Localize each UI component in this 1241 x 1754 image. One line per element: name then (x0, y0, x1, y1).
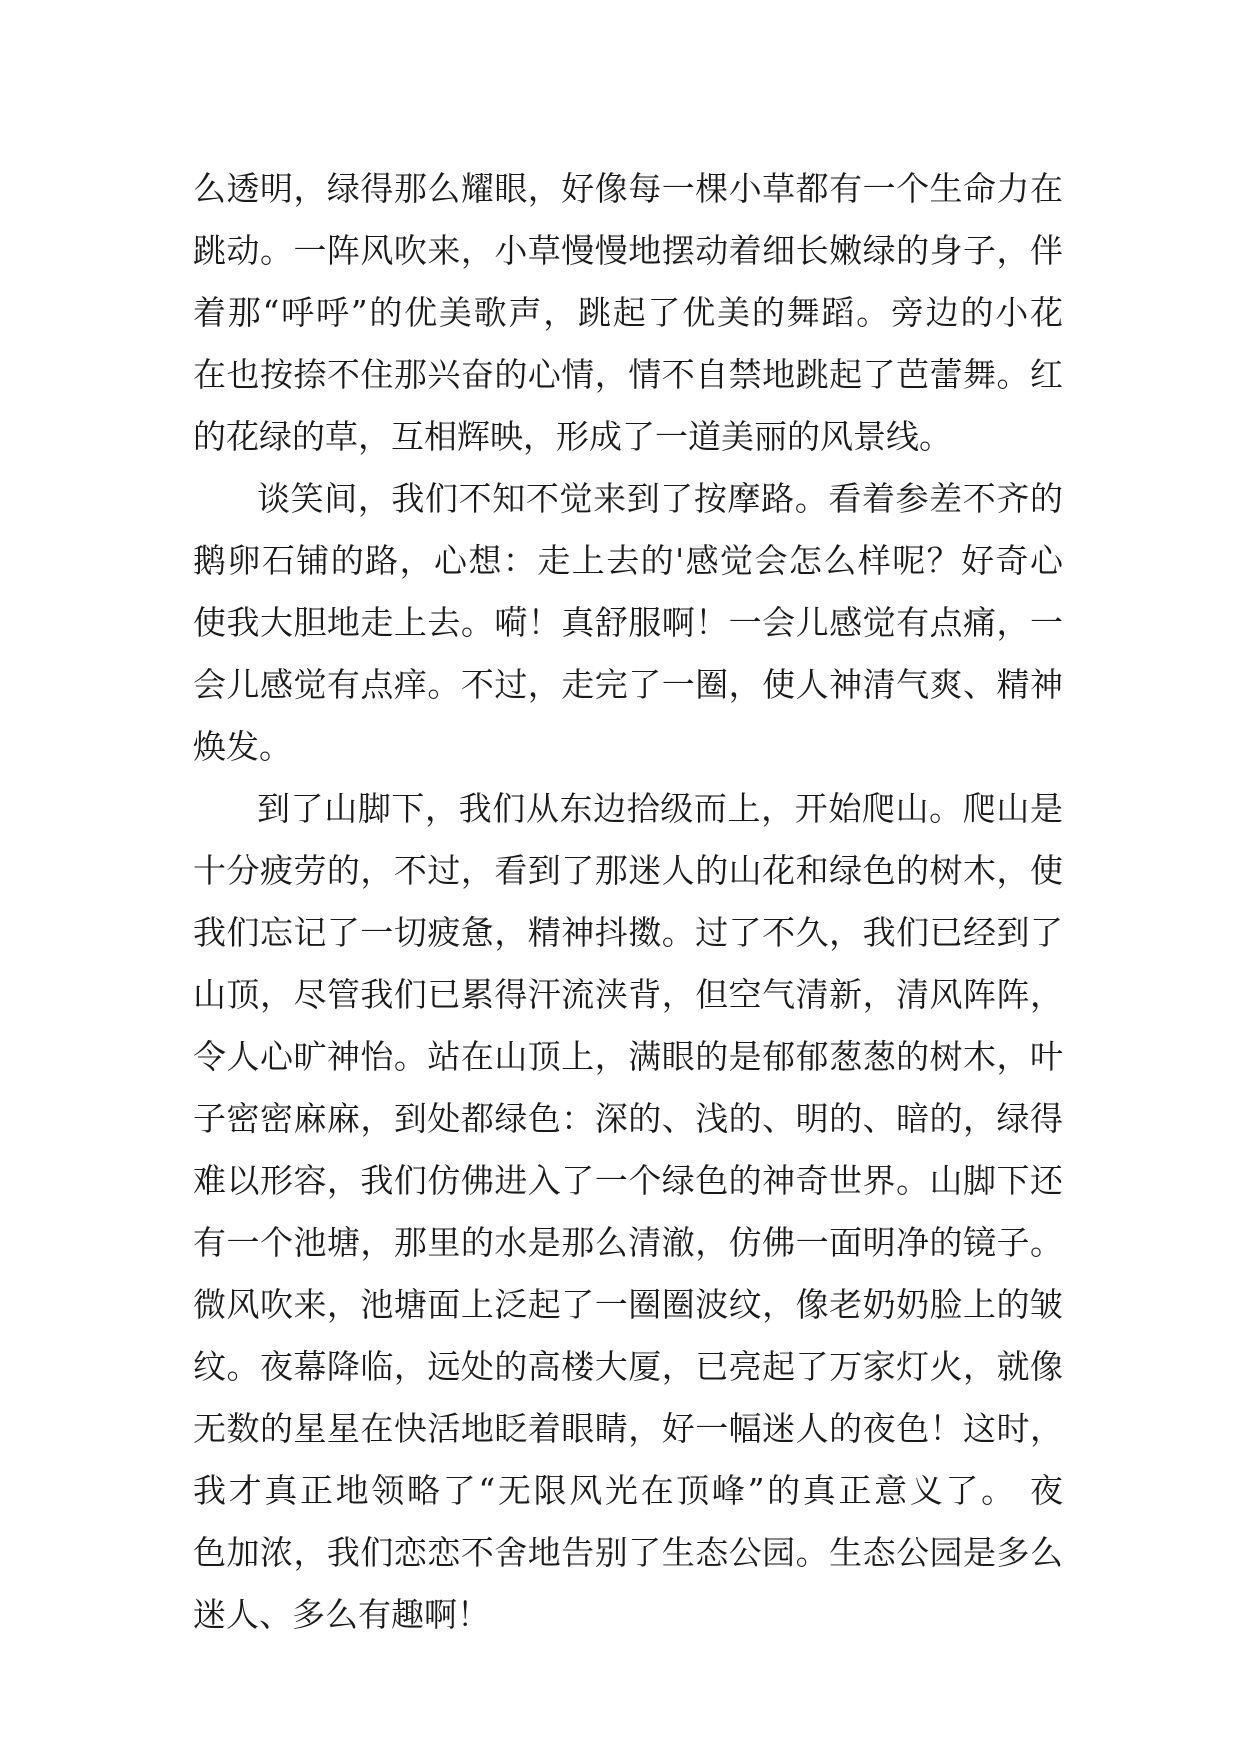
text-line: 么透明，绿得那么耀眼，好像每一棵小草都有一个生命力在 (193, 169, 1063, 208)
text-line: 谈笑间，我们不知不觉来到了按摩路。看着参差不齐的 (257, 479, 1063, 518)
text-line: 着那“呼呼”的优美歌声，跳起了优美的舞蹈。旁边的小花 (193, 293, 1063, 332)
text-line: 跳动。一阵风吹来，小草慢慢地摆动着细长嫩绿的身子，伴 (193, 231, 1063, 270)
document-body (193, 158, 1063, 1646)
text-line: 焕发。 (193, 727, 292, 766)
text-line: 令人心旷神怡。站在山顶上，满眼的是郁郁葱葱的树木，叶 (193, 1037, 1063, 1076)
text-line: 微风吹来，池塘面上泛起了一圈圈波纹，像老奶奶脸上的皱 (193, 1285, 1063, 1324)
text-line: 十分疲劳的，不过，看到了那迷人的山花和绿色的树木，使 (193, 851, 1063, 890)
text-line: 色加浓，我们恋恋不舍地告别了生态公园。生态公园是多么 (193, 1533, 1063, 1572)
paragraph-1 (193, 158, 1063, 468)
text-line: 山顶，尽管我们已累得汗流浃背，但空气清新，清风阵阵， (193, 975, 1063, 1014)
text-line: 子密密麻麻，到处都绿色：深的、浅的、明的、暗的，绿得 (193, 1099, 1063, 1138)
text-line: 我们忘记了一切疲惫，精神抖擞。过了不久，我们已经到了 (193, 913, 1063, 952)
text-line: 难以形容，我们仿佛进入了一个绿色的神奇世界。山脚下还 (193, 1161, 1063, 1200)
paragraph-3 (193, 778, 1063, 1646)
text-line: 迷人、多么有趣啊！ (193, 1595, 490, 1634)
text-line: 使我大胆地走上去。嗬！真舒服啊！一会儿感觉有点痛，一 (193, 603, 1063, 642)
text-line: 鹅卵石铺的路，心想：走上去的'感觉会怎么样呢？好奇心 (193, 541, 1063, 580)
paragraph-2 (193, 468, 1063, 778)
text-line: 会儿感觉有点痒。不过，走完了一圈，使人神清气爽、精神 (193, 665, 1063, 704)
text-line: 我才真正地领略了“无限风光在顶峰”的真正意义了。 夜 (193, 1471, 1063, 1510)
text-line: 的花绿的草，互相辉映，形成了一道美丽的风景线。 (193, 417, 952, 456)
text-line: 有一个池塘，那里的水是那么清澈，仿佛一面明净的镜子。 (193, 1223, 1063, 1262)
text-line: 无数的星星在快活地眨着眼睛，好一幅迷人的夜色！这时， (193, 1409, 1063, 1448)
text-line: 纹。夜幕降临，远处的高楼大厦，已亮起了万家灯火，就像 (193, 1347, 1063, 1386)
text-line: 到了山脚下，我们从东边拾级而上，开始爬山。爬山是 (257, 789, 1063, 828)
text-line: 在也按捺不住那兴奋的心情，情不自禁地跳起了芭蕾舞。红 (193, 355, 1063, 394)
